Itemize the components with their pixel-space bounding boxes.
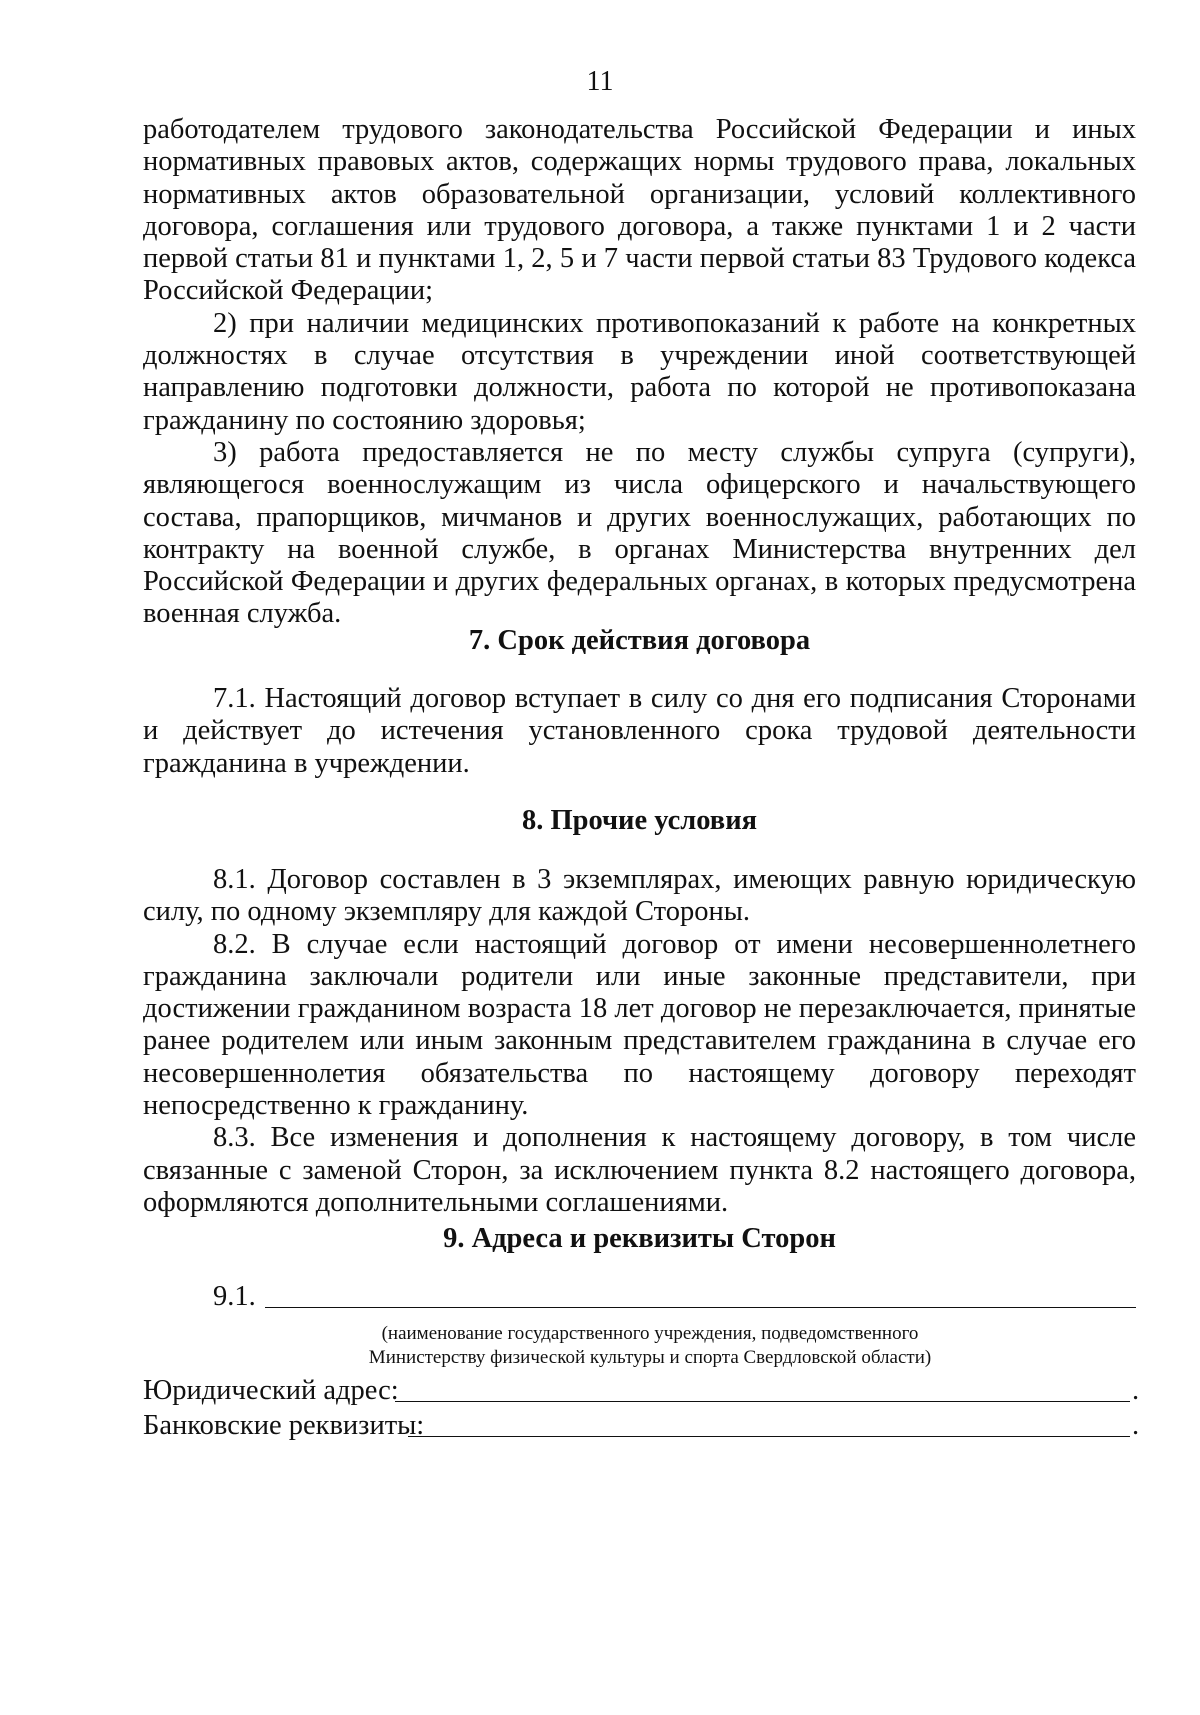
legal-address-line xyxy=(395,1401,1130,1402)
bank-details-label: Банковские реквизиты: xyxy=(143,1410,425,1441)
item-9-1-label: 9.1. xyxy=(213,1281,256,1312)
bank-details-end-dot: . xyxy=(1132,1410,1140,1441)
organization-caption-line-2: Министерству физической культуры и спорта Свердловской области) xyxy=(368,1347,932,1368)
paragraph-item-2: 2) при наличии медицинских противопоказаний к работе на конкретных должностях в случае отсутствия в учреждении иной соответствующей направлению подготовки должности, работа по которой не противопоказана гражданину по состоянию здоровья; xyxy=(143,307,1136,436)
paragraph-7-1: 7.1. Настоящий договор вступает в силу со дня его подписания Сторонами и действует до истечения установленного срока трудовой деятельности гражданина в учреждении. xyxy=(143,683,1136,779)
item-9-1-row xyxy=(143,1280,1136,1314)
section-8-heading: 8. Прочие условия xyxy=(521,805,758,836)
section-7-text xyxy=(143,683,1136,780)
paragraph-continuation: работодателем трудового законодательства Российской Федерации и иных нормативных правовых актов, содержащих нормы трудового права, локальных нормативных актов образовательной организации, условий коллективного договора, соглашения или трудового договора, а также пунктами 1 и 2 части первой статьи 81 и пунктами 1, 2, 5 и 7 части первой статьи 83 Трудового кодекса Российской Федерации; xyxy=(143,114,1136,307)
organization-caption-line-1: (наименование государственного учреждения, подведомственного xyxy=(381,1323,919,1344)
page-number: 11 xyxy=(586,66,614,97)
legal-address-end-dot: . xyxy=(1132,1375,1140,1406)
section-7-heading: 7. Срок действия договора xyxy=(468,625,811,656)
paragraph-8-1: 8.1. Договор составлен в 3 экземплярах, имеющих равную юридическую силу, по одному экземпляру для каждой Стороны. xyxy=(143,864,1136,928)
legal-address-label: Юридический адрес: xyxy=(143,1375,399,1406)
legal-address-row xyxy=(143,1374,1140,1408)
section-8-text xyxy=(143,864,1136,1219)
paragraph-8-3: 8.3. Все изменения и дополнения к настоящему договору, в том числе связанные с заменой Сторон, за исключением пункта 8.2 настоящего договора, оформляются дополнительными соглашениями. xyxy=(143,1122,1136,1218)
continuation-text xyxy=(143,114,1136,631)
bank-details-line xyxy=(408,1436,1130,1437)
bank-details-row xyxy=(143,1409,1140,1443)
paragraph-8-2: 8.2. В случае если настоящий договор от имени несовершеннолетнего гражданина заключали родители или иные законные представители, при достижении гражданином возраста 18 лет договор не перезаключается, принятые ранее родителем или иным законным представителем гражданина в случае его несовершеннолетия обязательства по настоящему договору переходят непосредственно к гражданину. xyxy=(143,928,1136,1122)
section-9-heading: 9. Адреса и реквизиты Сторон xyxy=(443,1223,836,1254)
paragraph-item-3: 3) работа предоставляется не по месту службы супруга (супруги), являющегося военнослужащим из числа офицерского и начальствующего состава, прапорщиков, мичманов и других военнослужащих, работающих по контракту на военной службе, в органах Министерства внутренних дел Российской Федерации и других федеральных органах, в которых предусмотрена военная служба. xyxy=(143,436,1136,630)
organization-name-line xyxy=(265,1307,1136,1308)
